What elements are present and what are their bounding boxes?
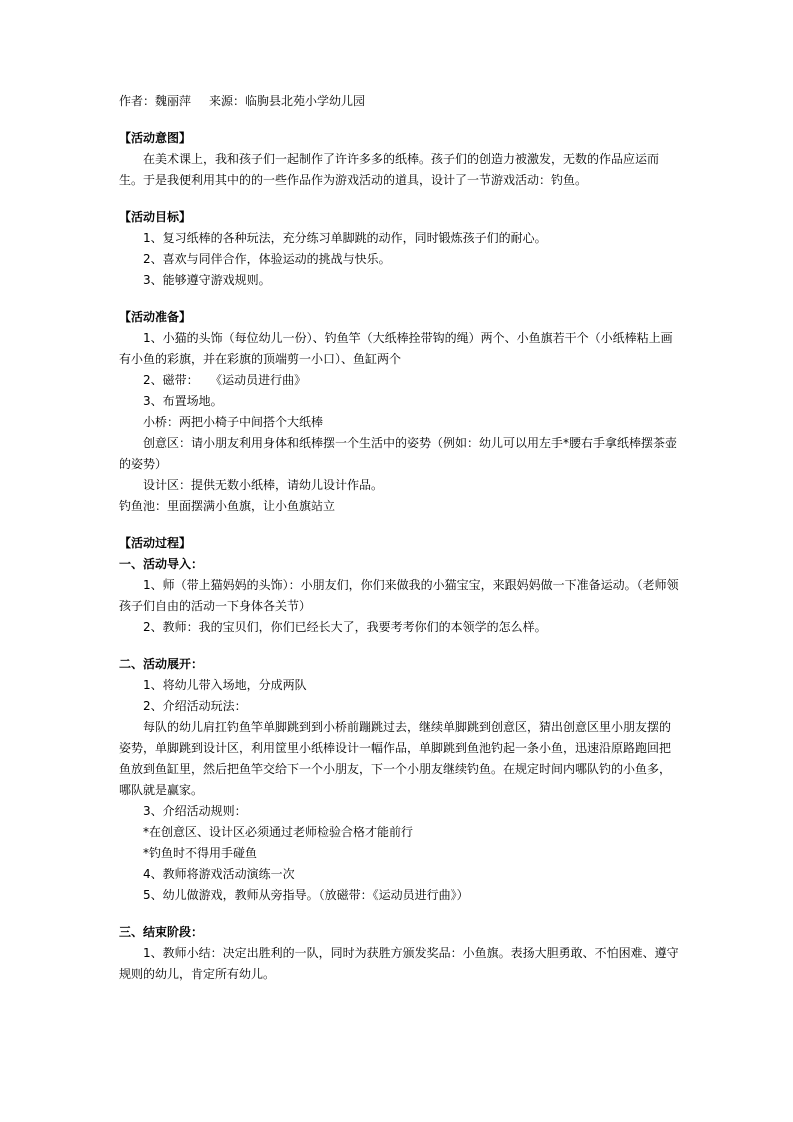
- part2-item-5: 5、幼儿做游戏，教师从旁指导。（放磁带：《运动员进行曲》）: [143, 888, 469, 902]
- goal-item: 1、复习纸棒的各种玩法，充分练习单脚跳的动作，同时锻炼孩子们的耐心。: [143, 231, 547, 245]
- section-process-title: 【活动过程】: [119, 536, 192, 550]
- part1-title: 一、活动导入：: [119, 557, 204, 571]
- prep-item-2: 2、磁带： 《运动员进行曲》: [143, 373, 307, 387]
- prep-creative-zone: 创意区：请小朋友利用身体和纸棒摆一个生活中的姿势（例如：幼儿可以用左手*腰右手拿纸棒摆茶壶的姿势）: [119, 436, 678, 471]
- goal-item: 2、喜欢与同伴合作，体验运动的挑战与快乐。: [143, 252, 391, 266]
- author-label: 作者：魏丽萍: [119, 94, 192, 108]
- document-page: [119, 91, 679, 985]
- part2-item-3: 3、介绍活动规则：: [143, 804, 247, 818]
- author-source-line: [119, 91, 679, 112]
- part3-title: 三、结束阶段：: [119, 925, 204, 939]
- part2-item-2: 2、介绍活动玩法：: [143, 699, 247, 713]
- part2-title: 二、活动展开：: [119, 657, 204, 671]
- prep-item-1: 1、小猫的头饰（每位幼儿一份）、钓鱼竿（大纸棒拴带钩的绳）两个、小鱼旗若干个（小纸棒粘上画有小鱼的彩旗，并在彩旗的顶端剪一小口）、鱼缸两个: [119, 331, 673, 366]
- prep-bridge: 小桥：两把小椅子中间搭个大纸棒: [143, 415, 324, 429]
- section-goals-title: 【活动目标】: [119, 210, 192, 224]
- prep-design-zone: 设计区：提供无数小纸棒，请幼儿设计作品。: [143, 478, 384, 492]
- source-label: 来源：临朐县北苑小学幼儿园: [209, 94, 366, 108]
- section-intent-title: 【活动意图】: [119, 131, 192, 145]
- part2-item-4: 4、教师将游戏活动演练一次: [143, 867, 295, 881]
- part1-item: 2、教师：我的宝贝们，你们已经长大了，我要考考你们的本领学的怎么样。: [143, 620, 547, 634]
- part3-item-1: 1、教师小结：决定出胜利的一队，同时为获胜方颁发奖品：小鱼旗。表扬大胆勇敢、不怕困难、遵守规则的幼儿，肯定所有幼儿。: [119, 946, 679, 981]
- section-intent-body: 在美术课上，我和孩子们一起制作了许许多多的纸棒。孩子们的创造力被激发，无数的作品应运而生。于是我便利用其中的的一些作品作为游戏活动的道具，设计了一节游戏活动：钓鱼。: [119, 152, 660, 187]
- part2-rule-2: *钓鱼时不得用手碰鱼: [143, 846, 258, 860]
- prep-item-3: 3、布置场地。: [143, 394, 223, 408]
- part2-item-1: 1、将幼儿带入场地，分成两队: [143, 678, 307, 692]
- goal-item: 3、能够遵守游戏规则。: [143, 273, 271, 287]
- part2-gameplay: 每队的幼儿肩扛钓鱼竿单脚跳到到小桥前蹦跳过去，继续单脚跳到创意区，猜出创意区里小朋友摆的姿势，单脚跳到设计区，利用筐里小纸棒设计一幅作品，单脚跳到鱼池钓起一条小鱼，迅速沿原路跑回把鱼放到鱼缸里，然后把鱼竿交给下一个小朋友，下一个小朋友继续钓鱼。在规定时间内哪队钓的小鱼多，哪队就是赢家。: [119, 720, 672, 797]
- part1-item: 1、师（带上猫妈妈的头饰）：小朋友们，你们来做我的小猫宝宝，来跟妈妈做一下准备运动。（老师领孩子们自由的活动一下身体各关节）: [119, 578, 679, 613]
- part2-rule-1: *在创意区、设计区必须通过老师检验合格才能前行: [143, 825, 414, 839]
- section-prep-title: 【活动准备】: [119, 310, 192, 324]
- prep-fishing-pond: 钓鱼池：里面摆满小鱼旗，让小鱼旗站立: [119, 499, 336, 513]
